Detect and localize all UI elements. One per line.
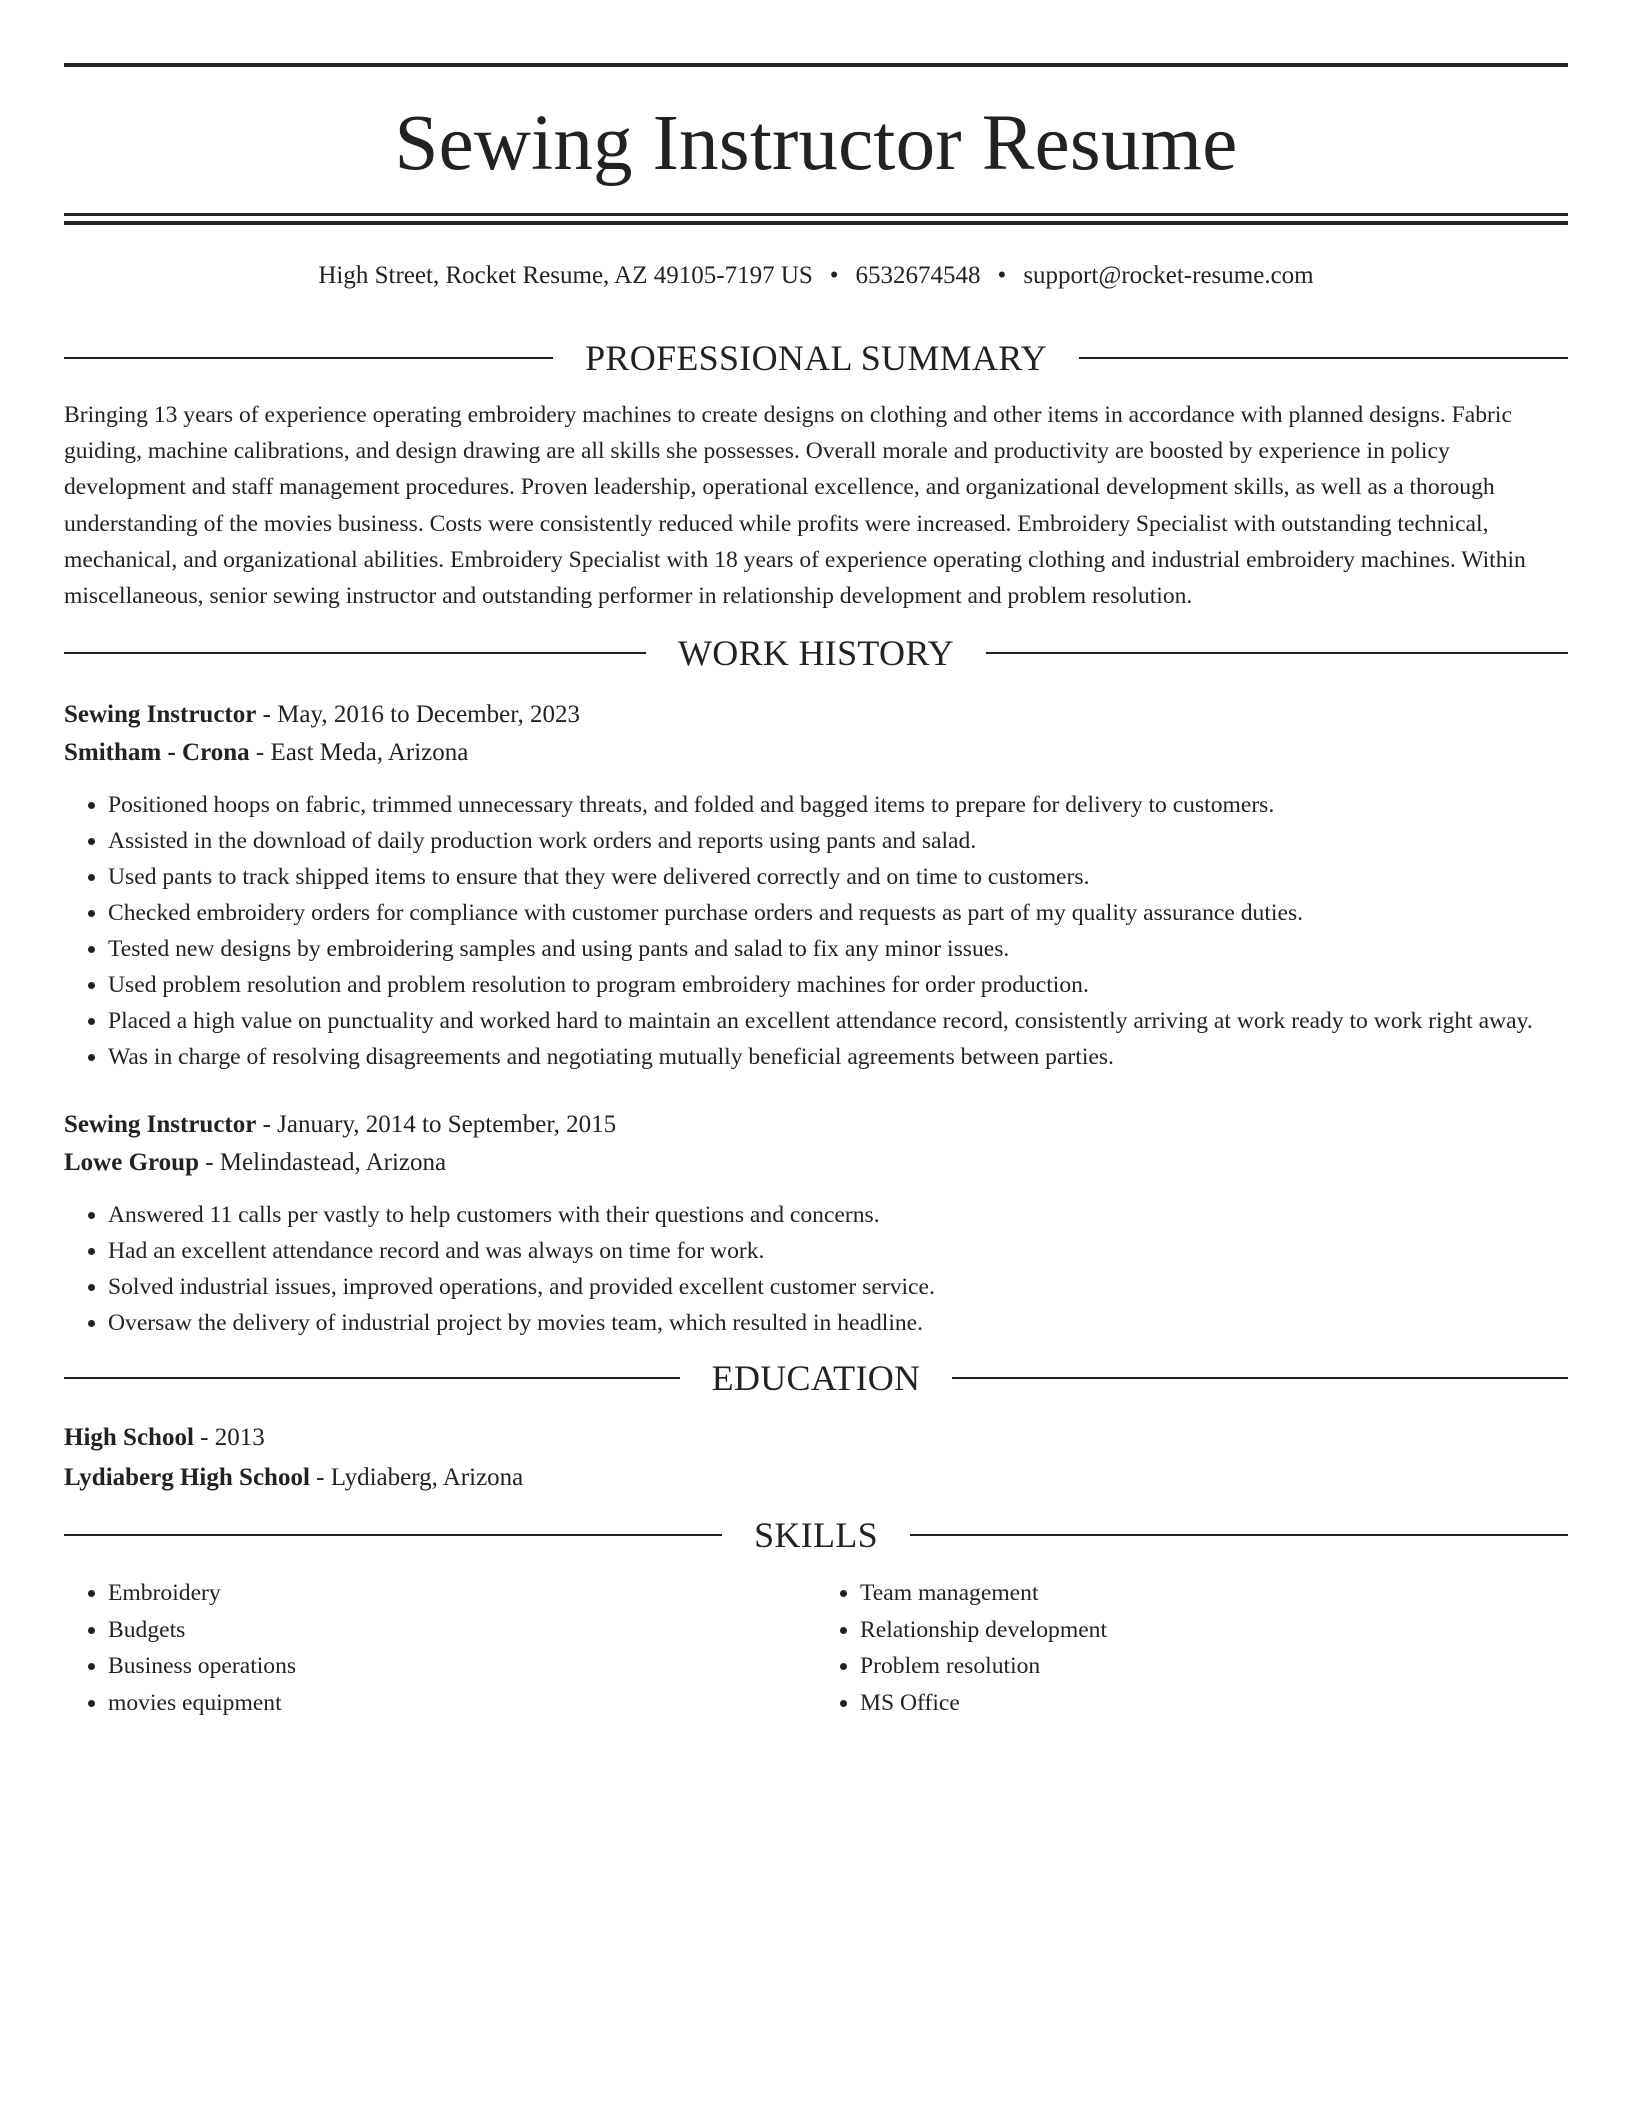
skills-list-left [64,1575,816,1721]
list-item: • Tested new designs by embroidering samples and using pants and salad to fix any minor issues. [108,931,1568,967]
heading-rule-left [64,357,553,359]
list-item: • Placed a high value on punctuality and worked hard to maintain an excellent attendance record, consistently arriving at work ready to work right away. [108,1003,1568,1039]
heading-rule-left [64,652,646,654]
education-degree: High School [64,1424,194,1452]
job-company-line [64,1144,1568,1182]
page-title: Sewing Instructor Resume [394,100,1238,187]
list-item: • Solved industrial issues, improved operations, and provided excellent customer service. [108,1269,1568,1305]
job-company: Smitham - Crona [64,739,250,767]
list-item: • Assisted in the download of daily production work orders and reports using pants and salad. [108,823,1568,859]
education-degree-line [64,1418,1568,1458]
heading-rule-left [64,1377,680,1379]
job-entry [64,1106,1568,1341]
section-title: SKILLS [754,1515,878,1556]
heading-rule-left [64,1534,722,1536]
list-item: • Used problem resolution and problem resolution to program embroidery machines for order production. [108,967,1568,1003]
job-duties-list [64,1197,1568,1341]
list-item: • Checked embroidery orders for compliance with customer purchase orders and requests as part of my quality assurance duties. [108,895,1568,931]
education-school: Lydiaberg High School [64,1464,310,1492]
job-title-line [64,1106,1568,1144]
job-title: Sewing Instructor [64,701,257,729]
contact-info [64,263,1568,288]
heading-rule-right [986,652,1568,654]
skills-columns [64,1575,1568,1721]
list-item: • Positioned hoops on fabric, trimmed unnecessary threats, and folded and bagged items to prepare for delivery to customers. [108,787,1568,823]
section-heading-summary [64,340,1568,376]
job-title-line [64,696,1568,734]
education-year: - 2013 [193,1424,265,1452]
job-entry [64,696,1568,1075]
section-title: PROFESSIONAL SUMMARY [585,338,1047,378]
section-title: EDUCATION [711,1358,921,1399]
list-item: • Had an excellent attendance record and was always on time for work. [108,1233,1568,1269]
job-company-line [64,734,1568,772]
list-item: • Was in charge of resolving disagreements and negotiating mutually beneficial agreements between parties. [108,1039,1568,1075]
contact-separator: • [829,262,839,289]
skills-list-right [816,1575,1568,1721]
contact-separator: • [997,262,1007,289]
list-item: • Problem resolution [860,1648,1568,1685]
job-dates: - January, 2014 to September, 2015 [256,1111,617,1139]
list-item: • Used pants to track shipped items to ensure that they were delivered correctly and on time to customers. [108,859,1568,895]
job-location: - Melindastead, Arizona [198,1149,447,1177]
list-item: • movies equipment [108,1685,816,1722]
section-heading-work-history [64,633,1568,674]
job-dates: - May, 2016 to December, 2023 [256,701,581,729]
list-item: • Relationship development [860,1612,1568,1649]
heading-rule-right [910,1534,1568,1536]
job-title: Sewing Instructor [64,1111,257,1139]
contact-address: High Street, Rocket Resume, AZ 49105-7197 US [318,262,813,289]
job-company: Lowe Group [64,1149,199,1177]
contact-email: support@rocket-resume.com [1023,262,1314,289]
section-title: WORK HISTORY [678,633,954,674]
list-item: • MS Office [860,1685,1568,1722]
title-double-rule [64,213,1568,225]
education-school-line [64,1458,1568,1498]
list-item: • Answered 11 calls per vastly to help customers with their questions and concerns. [108,1197,1568,1233]
top-rule [64,63,1568,67]
job-duties-list [64,787,1568,1075]
list-item: • Team management [860,1575,1568,1612]
list-item: • Oversaw the delivery of industrial project by movies team, which resulted in headline. [108,1305,1568,1341]
summary-text: Bringing 13 years of experience operating embroidery machines to create designs on clothing and other items in accordance with planned designs. Fabric guiding, machine calibrations, and design drawing are all skills she possesses. Overall morale and productivity are boosted by experience in policy development and staff management procedures. Proven leadership, operational excellence, and organizational development skills, as well as a thorough understanding of the movies business. Costs were consistently reduced while profits were increased. Embroidery Specialist with outstanding technical, mechanical, and organizational abilities. Embroidery Specialist with 18 years of experience operating clothing and industrial embroidery machines. Within miscellaneous, senior sewing instructor and outstanding performer in relationship development and problem resolution. [64,402,1526,610]
heading-rule-right [952,1377,1568,1379]
section-heading-skills [64,1515,1568,1556]
section-heading-education [64,1358,1568,1399]
contact-phone: 6532674548 [855,262,981,289]
education-location: - Lydiaberg, Arizona [309,1464,524,1492]
job-location: - East Meda, Arizona [249,739,469,767]
heading-rule-right [1079,357,1568,359]
list-item: • Business operations [108,1648,816,1685]
list-item: • Embroidery [108,1575,816,1612]
list-item: • Budgets [108,1612,816,1649]
